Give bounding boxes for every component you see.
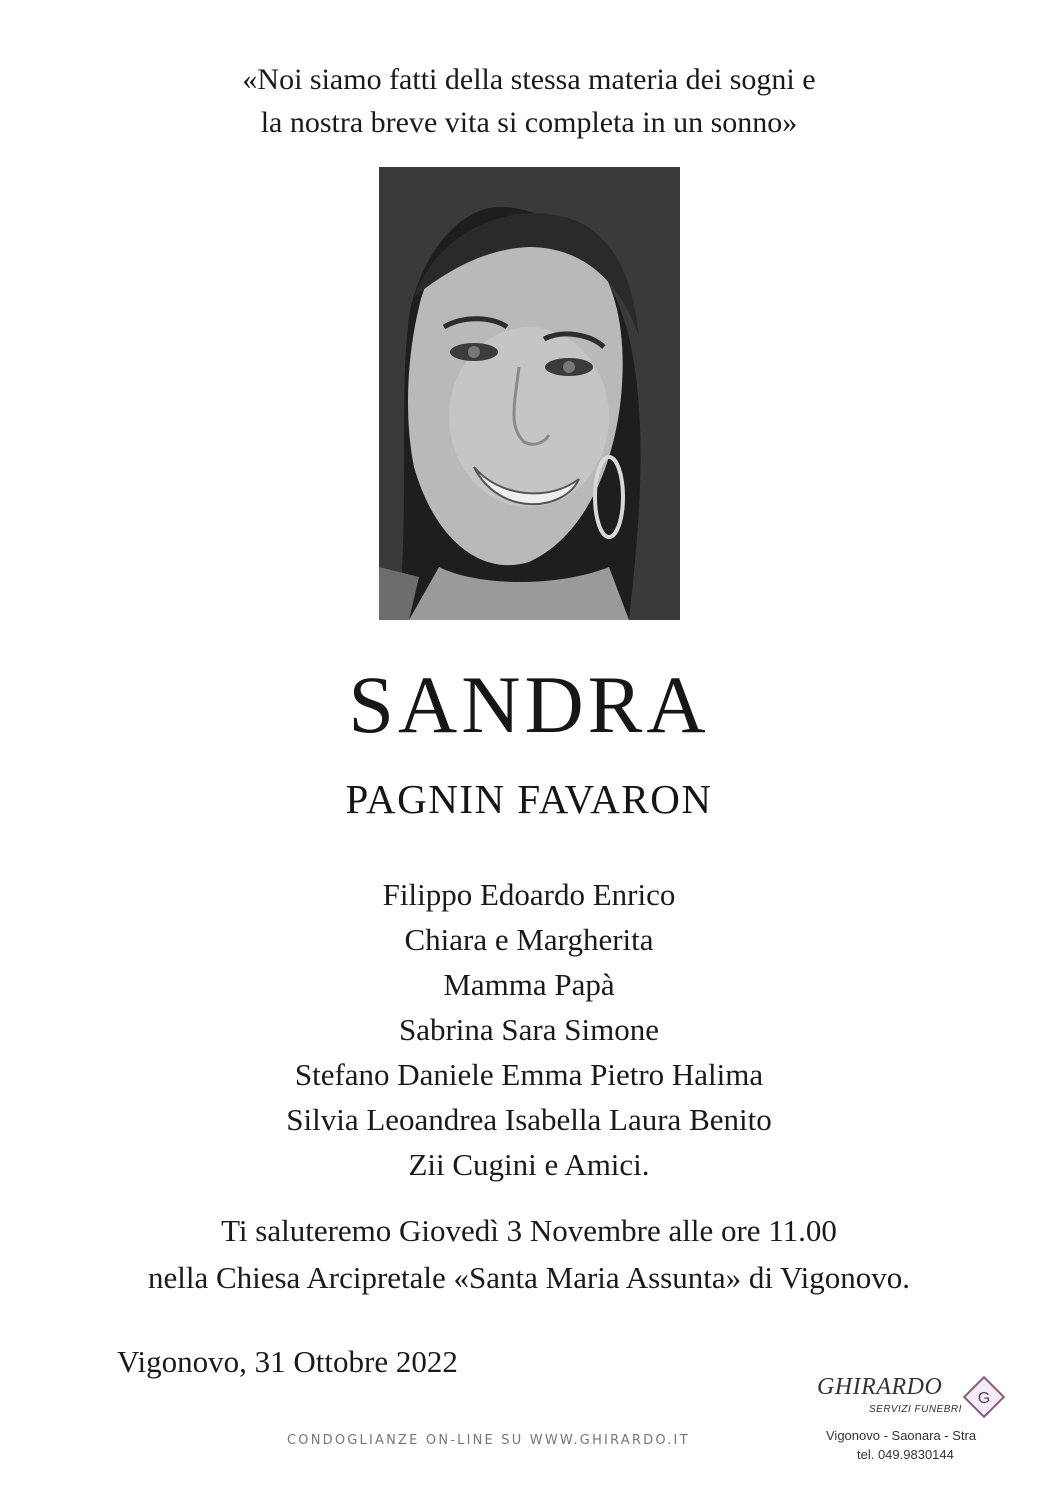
funeral-home-subtitle: SERVIZI FUNEBRI <box>869 1404 962 1415</box>
condolences-website: CONDOGLIANZE ON-LINE SU WWW.GHIRARDO.IT <box>287 1433 690 1448</box>
family-list <box>0 872 1058 1187</box>
family-line: Stefano Daniele Emma Pietro Halima <box>294 1057 764 1092</box>
quote-line-2: la nostra breve vita si completa in un sonno» <box>260 106 798 139</box>
place-and-date: Vigonovo, 31 Ottobre 2022 <box>117 1344 458 1379</box>
funeral-home-name: GHIRARDO <box>817 1374 943 1400</box>
service-line-2: nella Chiesa Arcipretale «Santa Maria Assunta» di Vigonovo. <box>147 1260 911 1295</box>
diamond-g-icon <box>961 1374 1007 1420</box>
family-line: Zii Cugini e Amici. <box>408 1147 650 1182</box>
portrait-photo <box>379 167 680 620</box>
quote-line-1: «Noi siamo fatti della stessa materia dei sogni e <box>242 63 816 96</box>
funeral-home-locations: Vigonovo - Saonara - Stra <box>826 1428 977 1443</box>
family-line: Silvia Leoandrea Isabella Laura Benito <box>286 1102 772 1137</box>
family-line: Sabrina Sara Simone <box>398 1012 659 1047</box>
service-line-1: Ti saluteremo Giovedì 3 Novembre alle ore 11.00 <box>221 1213 837 1248</box>
mark-letter: G <box>977 1390 991 1407</box>
portrait-illustration <box>379 167 680 620</box>
funeral-home-logo <box>815 1374 1015 1484</box>
family-line: Filippo Edoardo Enrico <box>382 877 676 912</box>
funeral-home-phone: tel. 049.9830144 <box>857 1447 954 1462</box>
deceased-surnames: PAGNIN FAVARON <box>345 776 713 822</box>
family-line: Chiara e Margherita <box>404 922 654 957</box>
service-announcement <box>0 1207 1058 1301</box>
deceased-first-name: SANDRA <box>348 659 710 750</box>
family-line: Mamma Papà <box>443 967 615 1002</box>
epigraph-quote <box>0 58 1058 144</box>
